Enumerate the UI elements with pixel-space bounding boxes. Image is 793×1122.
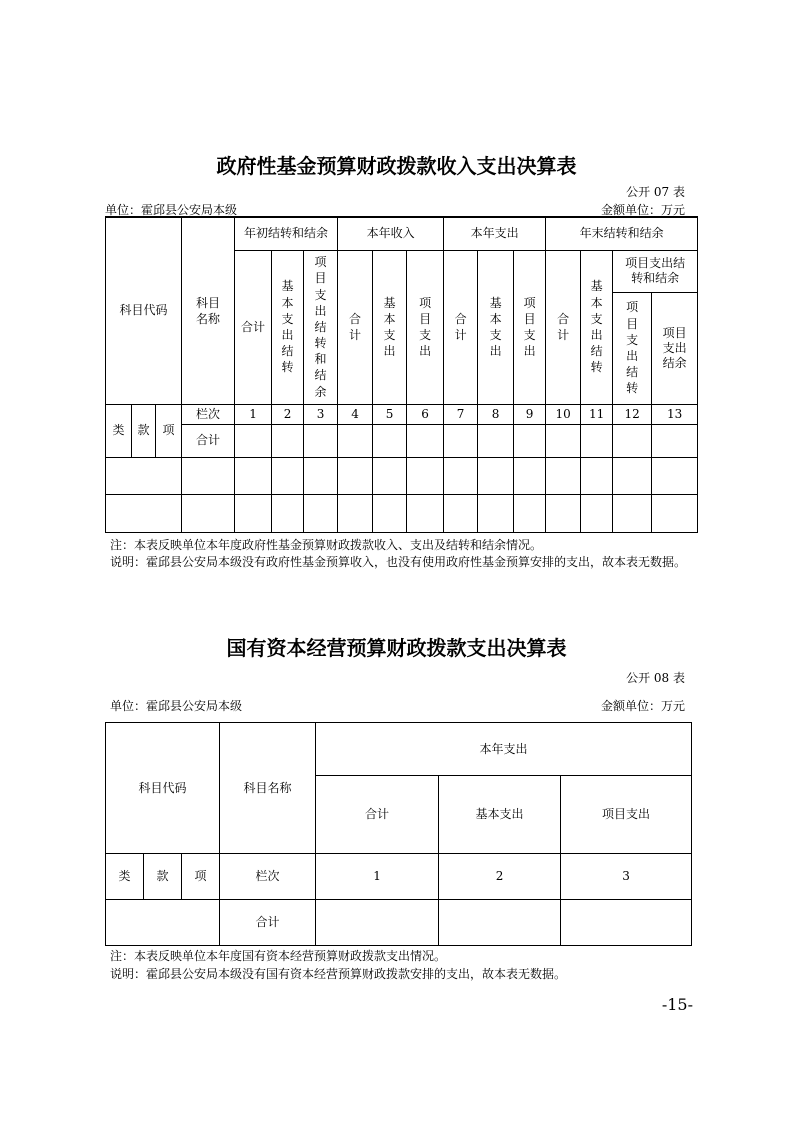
t8-table (105, 722, 692, 946)
t8-num: 1 (316, 854, 439, 900)
t8-unit: 单位：霍邱县公安局本级 (110, 699, 243, 713)
t7-g-end: 年末结转和结余 (546, 217, 698, 250)
t7-heji: 合计 (182, 424, 235, 457)
t7-h-end-basic: 基本支出结转 (581, 250, 613, 404)
t7-note: 注：本表反映单位本年度政府性基金预算财政拨款收入、支出及结转和结余情况。 (110, 538, 543, 552)
t7-h-begin-project: 项目支出结转和结余 (304, 250, 338, 404)
t7-h-income-project: 项目支出 (407, 250, 444, 404)
t7-g-income: 本年收入 (338, 217, 444, 250)
t7-num: 13 (652, 404, 698, 424)
t7-explanation: 说明：霍邱县公安局本级没有政府性基金预算收入，也没有使用政府性基金预算安排的支出，故本表无数据。 (110, 555, 687, 569)
t7-h-end-total: 合计 (546, 250, 581, 404)
t8-g-expense: 本年支出 (316, 723, 692, 776)
t8-xiang: 项 (182, 854, 220, 900)
t8-explanation: 说明：霍邱县公安局本级没有国有资本经营预算财政拨款安排的支出，故本表无数据。 (110, 967, 567, 981)
t7-num: 3 (304, 404, 338, 424)
t7-num: 8 (478, 404, 514, 424)
t8-kuan: 款 (144, 854, 182, 900)
t7-h-begin-basic: 基本支出结转 (272, 250, 304, 404)
t7-table (105, 216, 698, 533)
t7-h-code: 科目代码 (106, 217, 182, 404)
t7-num: 7 (444, 404, 478, 424)
t7-num: 12 (613, 404, 652, 424)
t7-h-end-project-carry: 项目支出结转 (613, 292, 652, 404)
t7-h-begin-total: 合计 (235, 250, 272, 404)
t7-num: 9 (514, 404, 546, 424)
t7-num: 10 (546, 404, 581, 424)
t7-lanci: 栏次 (182, 404, 235, 424)
t7-g-expense: 本年支出 (444, 217, 546, 250)
t7-money-unit: 金额单位：万元 (600, 203, 685, 217)
t8-num: 3 (561, 854, 692, 900)
t7-num: 4 (338, 404, 373, 424)
t8-h-project: 项目支出 (561, 776, 692, 854)
t8-heji: 合计 (220, 900, 316, 946)
t7-g-project-end: 项目支出结转和结余 (613, 250, 698, 292)
table-row (106, 457, 698, 494)
t7-lei: 类 (106, 404, 132, 457)
t7-unit: 单位：霍邱县公安局本级 (105, 203, 238, 217)
t8-money-unit: 金额单位：万元 (600, 699, 685, 713)
t7-num: 1 (235, 404, 272, 424)
t8-h-code: 科目代码 (106, 723, 220, 854)
t7-num: 2 (272, 404, 304, 424)
t8-code: 公开 08 表 (626, 671, 685, 685)
t7-h-end-project-surplus: 项目支出结余 (652, 292, 698, 404)
t8-lei: 类 (106, 854, 144, 900)
t7-num: 5 (373, 404, 407, 424)
t7-h-name: 科目名称 (182, 217, 235, 404)
t8-lanci: 栏次 (220, 854, 316, 900)
t8-h-basic: 基本支出 (439, 776, 561, 854)
t7-h-expense-basic: 基本支出 (478, 250, 514, 404)
t7-h-income-basic: 基本支出 (373, 250, 407, 404)
t7-code: 公开 07 表 (626, 185, 685, 199)
t7-h-expense-project: 项目支出 (514, 250, 546, 404)
t7-num: 6 (407, 404, 444, 424)
table-row (106, 494, 698, 532)
t8-num: 2 (439, 854, 561, 900)
t7-g-begin: 年初结转和结余 (235, 217, 338, 250)
t8-h-total: 合计 (316, 776, 439, 854)
t7-h-expense-total: 合计 (444, 250, 478, 404)
t8-title: 国有资本经营预算财政拨款支出决算表 (226, 636, 567, 660)
t7-xiang: 项 (156, 404, 182, 457)
t8-note: 注：本表反映单位本年度国有资本经营预算财政拨款支出情况。 (110, 949, 447, 963)
t7-title: 政府性基金预算财政拨款收入支出决算表 (216, 154, 577, 178)
t7-kuan: 款 (132, 404, 156, 457)
t7-num: 11 (581, 404, 613, 424)
t8-h-name: 科目名称 (220, 723, 316, 854)
t7-h-income-total: 合计 (338, 250, 373, 404)
page-number: -15- (661, 995, 693, 1014)
